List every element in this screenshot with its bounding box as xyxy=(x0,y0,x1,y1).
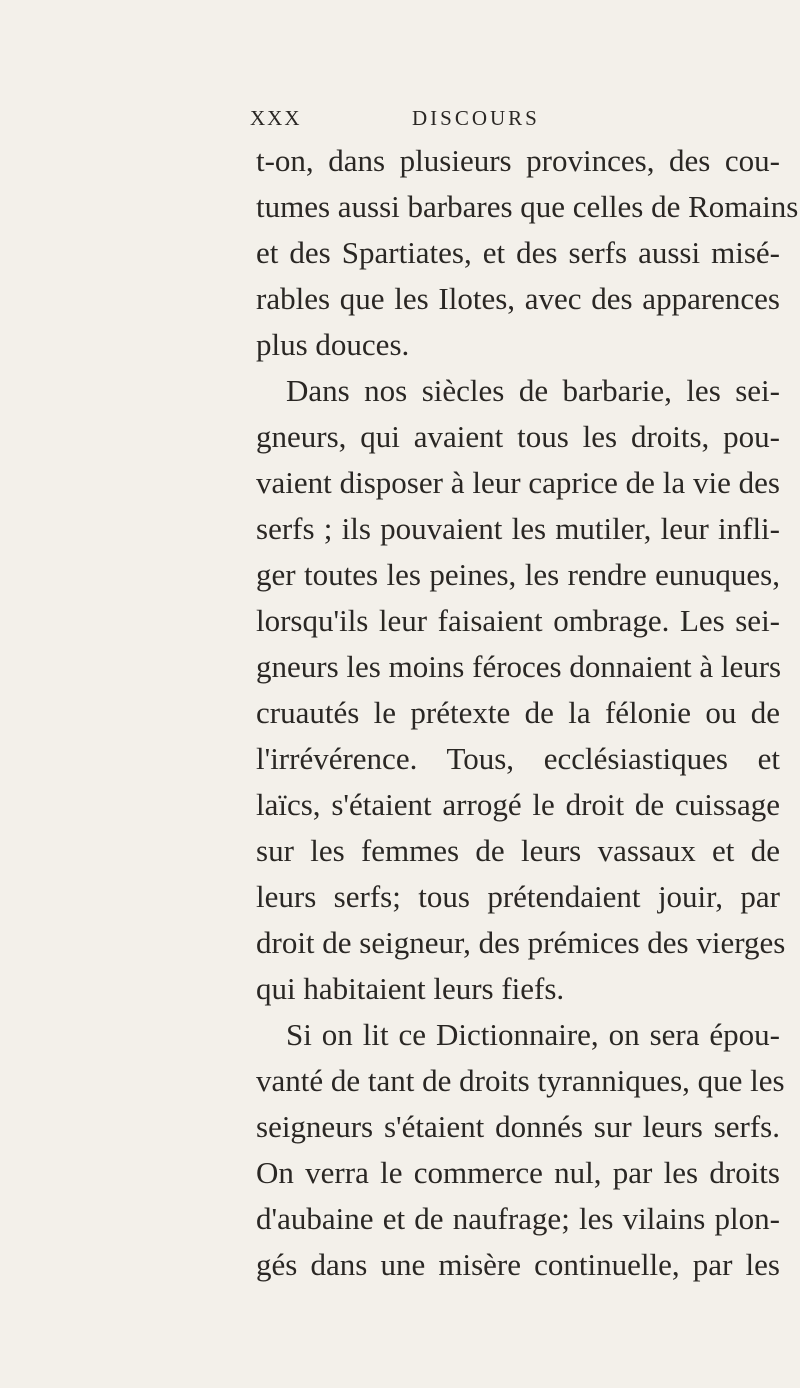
text-line-17: leurs serfs; tous prétendaient jouir, par xyxy=(256,879,780,914)
running-head xyxy=(0,106,800,136)
text-line-23: On verra le commerce nul, par les droits xyxy=(256,1155,780,1190)
text-line-1: t-on, dans plusieurs provinces, des cou- xyxy=(256,143,780,178)
page-number: XXX xyxy=(250,106,302,130)
text-line-5: plus douces. xyxy=(256,327,410,362)
text-line-13: cruautés le prétexte de la félonie ou de xyxy=(256,695,780,730)
body-text xyxy=(256,138,799,1288)
text-line-7: gneurs, qui avaient tous les droits, pou- xyxy=(256,419,780,454)
text-line-22: seigneurs s'étaient donnés sur leurs serfs. xyxy=(256,1109,780,1144)
text-line-14: l'irrévérence. Tous, ecclésiastiques et xyxy=(256,741,780,776)
text-line-12: gneurs les moins féroces donnaient à leurs xyxy=(256,649,782,684)
text-line-20: Si on lit ce Dictionnaire, on sera épou- xyxy=(286,1017,780,1052)
text-line-3: et des Spartiates, et des serfs aussi misé- xyxy=(256,235,780,270)
text-line-11: lorsqu'ils leur faisaient ombrage. Les sei- xyxy=(256,603,780,638)
text-line-6: Dans nos siècles de barbarie, les sei- xyxy=(286,373,780,408)
text-line-24: d'aubaine et de naufrage; les vilains plon- xyxy=(256,1201,780,1236)
text-line-21: vanté de tant de droits tyranniques, que les xyxy=(256,1063,785,1098)
running-title: DISCOURS xyxy=(412,106,540,130)
text-line-10: ger toutes les peines, les rendre eunuques, xyxy=(256,557,780,592)
text-line-4: rables que les Ilotes, avec des apparences xyxy=(256,281,780,316)
text-line-9: serfs ; ils pouvaient les mutiler, leur infli- xyxy=(256,511,780,546)
text-line-16: sur les femmes de leurs vassaux et de xyxy=(256,833,780,868)
text-line-15: laïcs, s'étaient arrogé le droit de cuissage xyxy=(256,787,780,822)
text-line-25: gés dans une misère continuelle, par les xyxy=(256,1247,780,1282)
text-line-18: droit de seigneur, des prémices des vierges xyxy=(256,925,786,960)
text-line-19: qui habitaient leurs fiefs. xyxy=(256,971,565,1006)
text-line-8: vaient disposer à leur caprice de la vie des xyxy=(256,465,780,500)
text-line-2: tumes aussi barbares que celles de Romains xyxy=(256,189,799,224)
